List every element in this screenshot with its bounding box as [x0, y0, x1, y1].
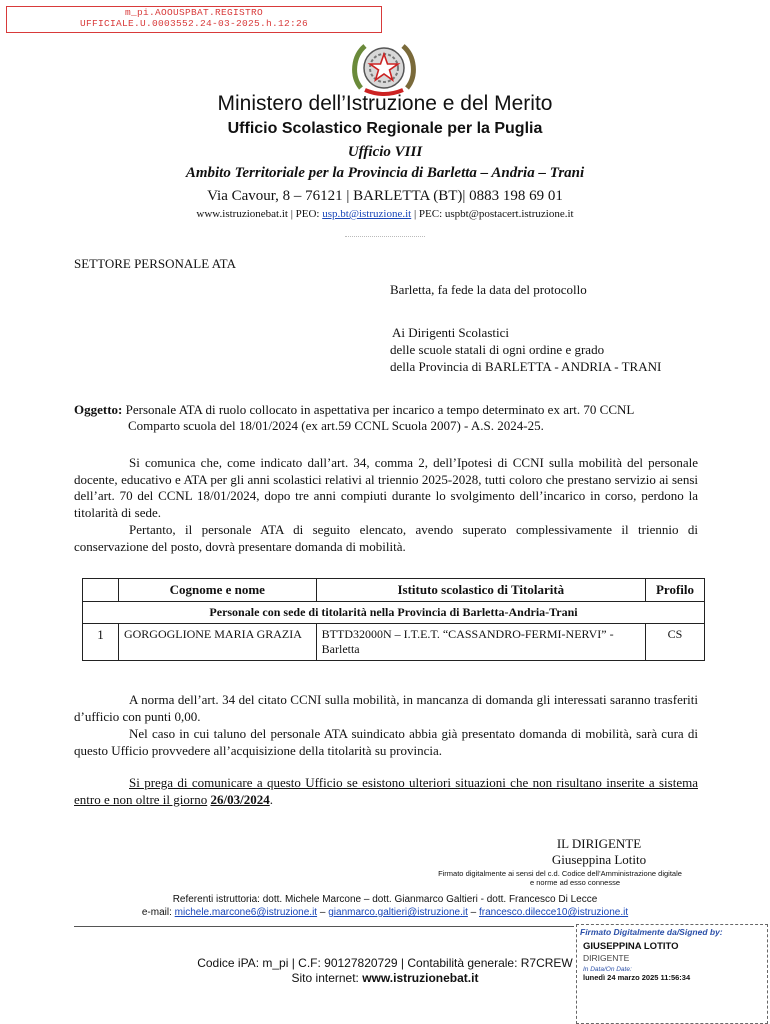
table-cell-name: GORGOGLIONE MARIA GRAZIA: [118, 624, 316, 661]
table-cell-number: 1: [83, 624, 119, 661]
signature-note-2: e norme ad esso connesse: [529, 878, 621, 887]
digital-signature-name: GIUSEPPINA LOTITO: [583, 941, 679, 952]
paragraph-2: Pertanto, il personale ATA di seguito elencato, avendo superato complessivamente il triennio di conservazione del posto, dovrà presentare domanda di mobilità.: [74, 522, 698, 554]
signature-role: IL DIRIGENTE: [556, 836, 642, 851]
table-header-cell: Istituto scolastico di Titolarità: [316, 579, 645, 602]
table-section-label: Personale con sede di titolarità nella Provincia di Barletta-Andria-Trani: [83, 602, 705, 624]
footer-block: [120, 956, 650, 986]
recipient-line: Ai Dirigenti Scolastici: [392, 325, 509, 340]
table-header-row: [83, 579, 705, 602]
date-line: Barletta, fa fede la data del protocollo: [390, 282, 587, 297]
footer-site: www.istruzionebat.it: [362, 971, 479, 985]
footer-codes: Codice iPA: m_pi | C.F: 90127820729 | Contabilità generale: R7CREW: [197, 956, 573, 970]
digital-signature-date: lunedì 24 marzo 2025 11:56:34: [583, 973, 691, 982]
subject-line1: Personale ATA di ruolo collocato in aspettativa per incarico a tempo determinato ex art. 70 CCNL: [125, 402, 635, 417]
protocol-stamp-line2: UFFICIALE.U.0003552.24-03-2025.h.12:26: [79, 18, 309, 29]
protocol-stamp: [6, 6, 382, 33]
paragraph-3: A norma dell’art. 34 del citato CCNI sulla mobilità, in mancanza di domanda gli interessati saranno trasferiti d’ufficio con punti 0,00.: [74, 692, 698, 724]
email-label: e-mail:: [141, 907, 172, 918]
table-header-cell: Profilo: [646, 579, 705, 602]
email-link-marcone[interactable]: michele.marcone6@istruzione.it: [174, 907, 318, 918]
footer-site-label: Sito internet:: [291, 971, 359, 985]
signature-name: Giuseppina Lotito: [551, 852, 647, 867]
referents-line: Referenti istruttoria: dott. Michele Marcone – dott. Gianmarco Galtieri - dott. Francesco Di Lecce: [172, 894, 598, 905]
digital-signature-date-label: In Data/On Date:: [583, 966, 632, 973]
office-address: Via Cavour, 8 – 76121 | BARLETTA (BT)| 0883 198 69 01: [207, 188, 563, 204]
office-contacts: www.istruzionebat.it | PEO: usp.bt@istruzione.it | PEC: uspbt@postacert.istruzione.it: [196, 208, 574, 220]
signature-note-1: Firmato digitalmente ai sensi del c.d. Codice dell’Amministrazione digitale: [438, 869, 682, 878]
subject-label: Oggetto:: [74, 402, 123, 417]
subject-block: [74, 402, 714, 434]
regional-office: Ufficio Scolastico Regionale per la Puglia: [227, 120, 543, 137]
subject-line2: Comparto scuola del 18/01/2024 (ex art.59 CCNL Scuola 2007) - A.S. 2024-25.: [128, 418, 544, 433]
peo-label: PEO:: [295, 208, 320, 220]
sector-label: SETTORE PERSONALE ATA: [74, 256, 236, 271]
email-link-galtieri[interactable]: gianmarco.galtieri@istruzione.it: [328, 907, 468, 918]
peo-link[interactable]: usp.bt@istruzione.it: [322, 208, 412, 220]
paragraph-1: Si comunica che, come indicato dall’art. 34, comma 2, dell’Ipotesi di CCNI sulla mobilità del personale docente, educativo e ATA per gli anni scolastici relativi al triennio 2025-2028, tutti coloro che prestano servizio ai sensi dell’art. 70 del CCNL 18/01/2024, dopo tre anni compiuti durante lo svolgimento dell’incarico in corso, perdono la titolarità di sede.: [74, 455, 698, 520]
signature-block: [430, 836, 690, 887]
table-header-cell: [83, 579, 119, 602]
pec-label: PEC:: [418, 208, 443, 220]
paragraph-5-end: .: [269, 791, 273, 807]
pec-text: uspbt@postacert.istruzione.it: [444, 208, 574, 220]
table-cell-school: BTTD32000N – I.T.E.T. “CASSANDRO-FERMI-NERVI” - Barletta: [316, 624, 645, 661]
deadline-date: 26/03/2024: [210, 791, 270, 807]
table-header-cell: Cognome e nome: [118, 579, 316, 602]
paragraph-5: [74, 775, 698, 808]
ministry-title: Ministero dell’Istruzione e del Merito: [217, 92, 553, 115]
office-name: Ufficio VIII: [347, 144, 423, 160]
email-link-dilecce[interactable]: francesco.dilecce10@istruzione.it: [479, 907, 629, 918]
recipients-block: [390, 324, 661, 375]
paragraph-5-text: Si prega di comunicare a questo Ufficio se esistono ulteriori situazioni che non risultano inserite a sistema entro e non oltre il giorno: [74, 775, 698, 807]
digital-signature-title: Firmato Digitalmente da/Signed by:: [580, 927, 723, 937]
protocol-stamp-line1: m_pi.AOOUSPBAT.REGISTRO: [124, 7, 264, 18]
recipient-line: della Provincia di BARLETTA - ANDRIA - TRANI: [390, 359, 662, 374]
table-section-row: [83, 602, 705, 624]
table-row: [83, 624, 705, 661]
referents-emails: e-mail: michele.marcone6@istruzione.it – gianmarco.galtieri@istruzione.it – francesco.dilecce10@istruzione.it: [141, 907, 629, 918]
table-cell-profile: CS: [646, 624, 705, 661]
header-divider: [345, 236, 425, 237]
ata-staff-table: [82, 578, 705, 661]
footer-divider: [74, 926, 574, 927]
digital-signature-role: DIRIGENTE: [583, 953, 630, 963]
recipient-line: delle scuole statali di ogni ordine e grado: [390, 342, 605, 357]
digital-signature-box: [576, 924, 768, 1024]
website-text: www.istruzionebat.it: [196, 208, 288, 220]
ambito-name: Ambito Territoriale per la Provincia di Barletta – Andria – Trani: [185, 165, 585, 181]
republic-emblem-icon: [349, 38, 419, 100]
paragraph-4: Nel caso in cui taluno del personale ATA suindicato abbia già presentato domanda di mobilità, sarà cura di questo Ufficio provvedere all’acquisizione della titolarità su provincia.: [74, 726, 698, 758]
